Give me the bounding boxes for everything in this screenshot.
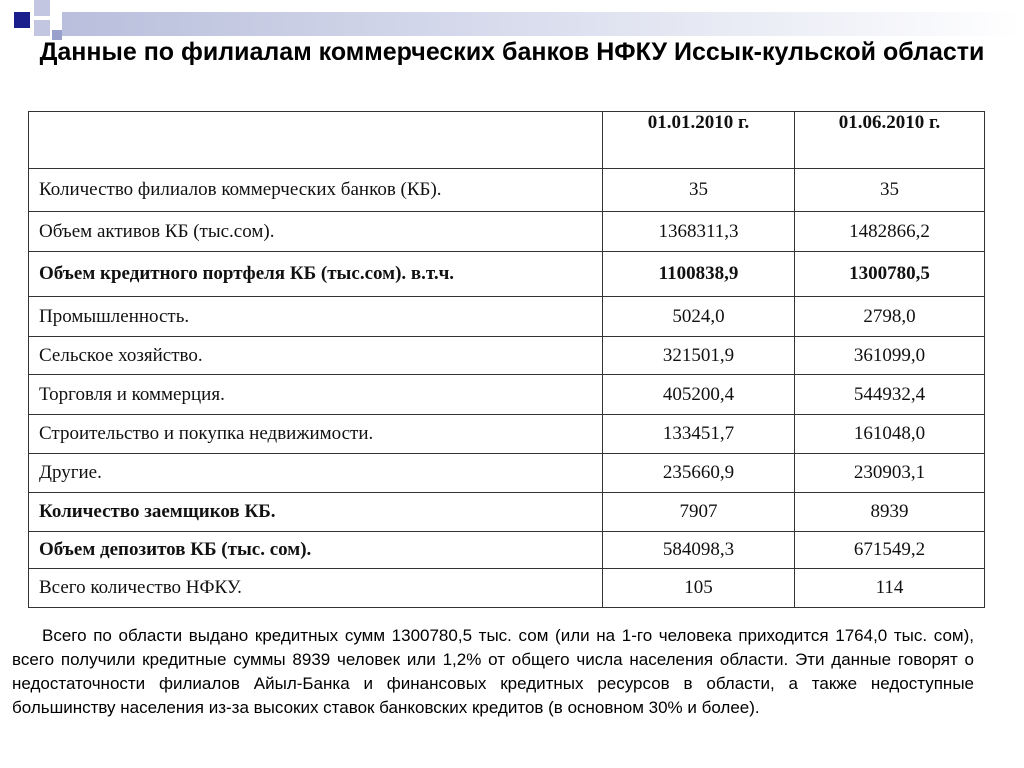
row-label: Промышленность.: [29, 297, 603, 337]
row-value-1: 1368311,3: [603, 212, 795, 252]
row-value-2: 114: [795, 569, 985, 608]
row-value-2: 161048,0: [795, 415, 985, 454]
gradient-bar: [62, 12, 1024, 36]
row-value-1: 35: [603, 169, 795, 212]
row-label: Количество заемщиков КБ.: [29, 493, 603, 532]
row-label: Объем депозитов КБ (тыс. сом).: [29, 532, 603, 569]
row-value-2: 230903,1: [795, 454, 985, 493]
table-row: [29, 297, 985, 337]
dark-square: [14, 12, 30, 28]
row-value-1: 235660,9: [603, 454, 795, 493]
row-value-2: 8939: [795, 493, 985, 532]
table-row: [29, 569, 985, 608]
table-row: [29, 212, 985, 252]
row-value-2: 35: [795, 169, 985, 212]
summary-paragraph: [12, 624, 974, 720]
table-row: [29, 375, 985, 415]
row-value-2: 2798,0: [795, 297, 985, 337]
table-row: [29, 454, 985, 493]
table-row: [29, 252, 985, 297]
summary-text: Всего по области выдано кредитных сумм 1300780,5 тыс. сом (или на 1-го человека приходится 1764,0 тыс. сом), всего получили кредитные суммы 8939 человек или 1,2% от общего числа населения области. Эти данные говорят о недостаточности филиалов Айыл-Банка и финансовых кредитных ресурсов в области, а также недоступные большинству населения из-за высоких ставок банковских кредитов (в основном 30% и более).: [12, 626, 974, 717]
row-value-2: 1482866,2: [795, 212, 985, 252]
row-label: Сельское хозяйство.: [29, 337, 603, 375]
row-value-1: 133451,7: [603, 415, 795, 454]
row-value-1: 321501,9: [603, 337, 795, 375]
header-date-1: 01.01.2010 г.: [603, 112, 795, 169]
row-value-1: 7907: [603, 493, 795, 532]
row-value-2: 671549,2: [795, 532, 985, 569]
table-header-row: [29, 112, 985, 169]
row-label: Объем кредитного портфеля КБ (тыс.сом). в.т.ч.: [29, 252, 603, 297]
row-value-1: 5024,0: [603, 297, 795, 337]
row-value-1: 405200,4: [603, 375, 795, 415]
row-value-1: 1100838,9: [603, 252, 795, 297]
row-label: Количество филиалов коммерческих банков (КБ).: [29, 169, 603, 212]
table-row: [29, 169, 985, 212]
header-cell-empty: [29, 112, 603, 169]
row-label: Объем активов КБ (тыс.сом).: [29, 212, 603, 252]
table-row: [29, 493, 985, 532]
branch-data-table: [28, 111, 985, 608]
row-value-1: 584098,3: [603, 532, 795, 569]
table-row: [29, 415, 985, 454]
slide-title: Данные по филиалам коммерческих банков НФКУ Иссык-кульской области: [39, 38, 985, 66]
row-label: Другие.: [29, 454, 603, 493]
row-label: Торговля и коммерция.: [29, 375, 603, 415]
row-label: Всего количество НФКУ.: [29, 569, 603, 608]
row-value-1: 105: [603, 569, 795, 608]
table-row: [29, 532, 985, 569]
table-row: [29, 337, 985, 375]
header-date-2: 01.06.2010 г.: [795, 112, 985, 169]
row-value-2: 1300780,5: [795, 252, 985, 297]
row-label: Строительство и покупка недвижимости.: [29, 415, 603, 454]
light-square: [34, 0, 50, 16]
light-square: [34, 20, 50, 36]
row-value-2: 361099,0: [795, 337, 985, 375]
row-value-2: 544932,4: [795, 375, 985, 415]
